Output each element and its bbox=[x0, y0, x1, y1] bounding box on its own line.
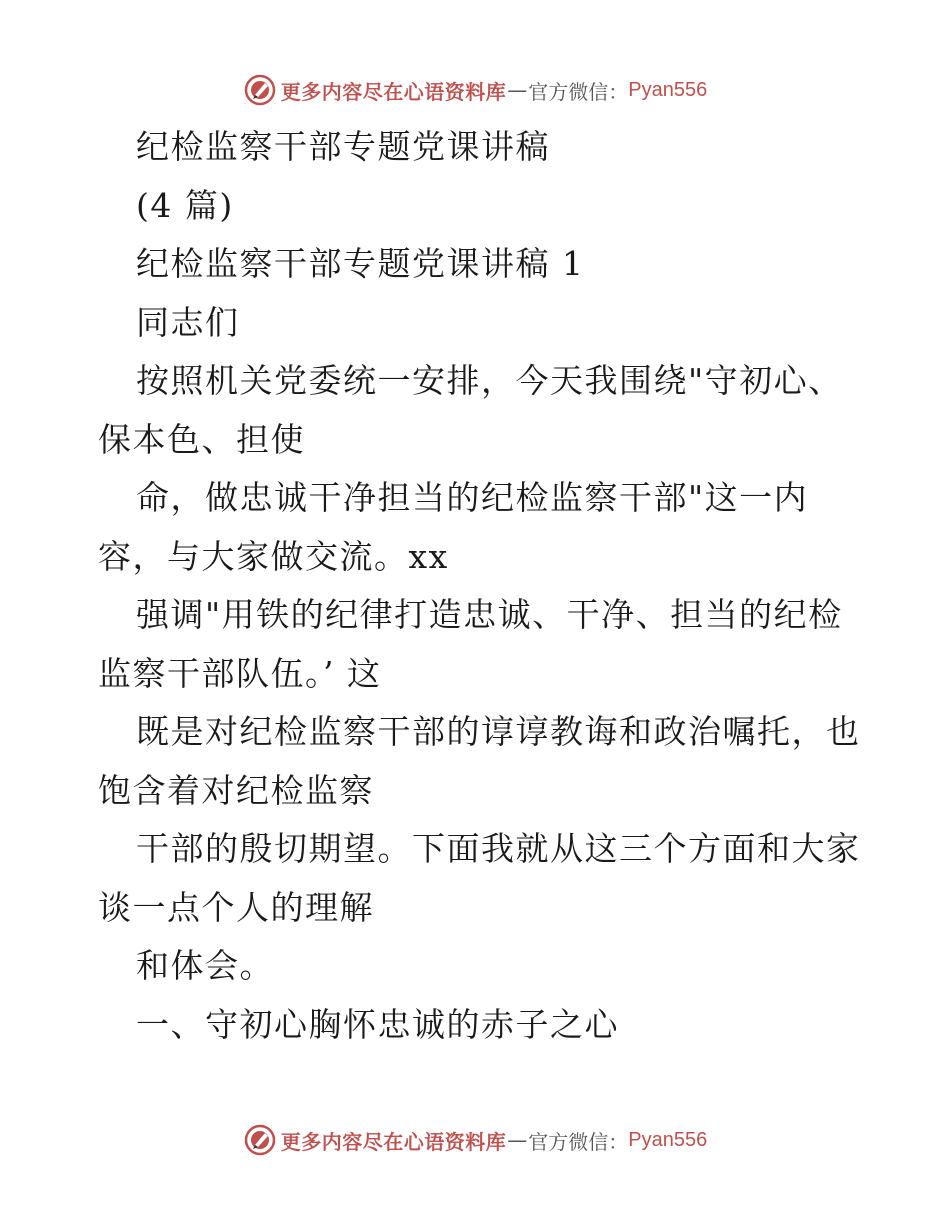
pen-circle-logo-icon bbox=[243, 1123, 277, 1157]
document-line: 和体会。 bbox=[136, 946, 274, 985]
header-banner bbox=[0, 70, 950, 110]
banner-label: 官方微信： bbox=[528, 79, 629, 104]
document-line: 干部的殷切期望。下面我就从这三个方面和大家 bbox=[136, 829, 861, 868]
document-line: 按照机关党委统一安排，今天我围绕"守初心、 bbox=[136, 361, 843, 400]
document-line: 谈一点个人的理解 bbox=[98, 887, 374, 927]
banner-wechat-id: Pyan556 bbox=[628, 1128, 708, 1151]
banner-label: 官方微信： bbox=[528, 1129, 629, 1154]
banner-separator: — bbox=[507, 1128, 528, 1152]
document-line: 保本色、担使 bbox=[98, 419, 305, 459]
banner-wechat-id: Pyan556 bbox=[628, 78, 708, 101]
banner-promo: 更多内容尽在心语资料库 bbox=[280, 79, 507, 104]
document-line: (4 篇) bbox=[136, 185, 234, 225]
banner-separator: — bbox=[507, 78, 528, 102]
footer-banner bbox=[0, 1120, 950, 1160]
document-line: 监察干部队伍。’ 这 bbox=[98, 653, 382, 693]
document-line: 既是对纪检监察干部的谆谆教诲和政治嘱托，也 bbox=[136, 712, 861, 751]
document-line: 命，做忠诚干净担当的纪检监察干部"这一内 bbox=[136, 478, 809, 517]
document-line: 一、守初心胸怀忠诚的赤子之心 bbox=[136, 1004, 619, 1044]
document-line: 饱含着对纪检监察 bbox=[98, 770, 374, 810]
banner-promo: 更多内容尽在心语资料库 bbox=[280, 1129, 507, 1154]
document-line: 纪检监察干部专题党课讲稿 1 bbox=[136, 244, 585, 283]
pen-circle-logo-icon bbox=[243, 73, 277, 107]
document-line: 同志们 bbox=[136, 302, 240, 342]
document-line: 容，与大家做交流。xx bbox=[98, 536, 449, 576]
document-line: 纪检监察干部专题党课讲稿 bbox=[136, 127, 550, 166]
document-body bbox=[98, 118, 898, 1054]
document-line: 强调"用铁的纪律打造忠诚、干净、担当的纪检 bbox=[136, 595, 843, 634]
